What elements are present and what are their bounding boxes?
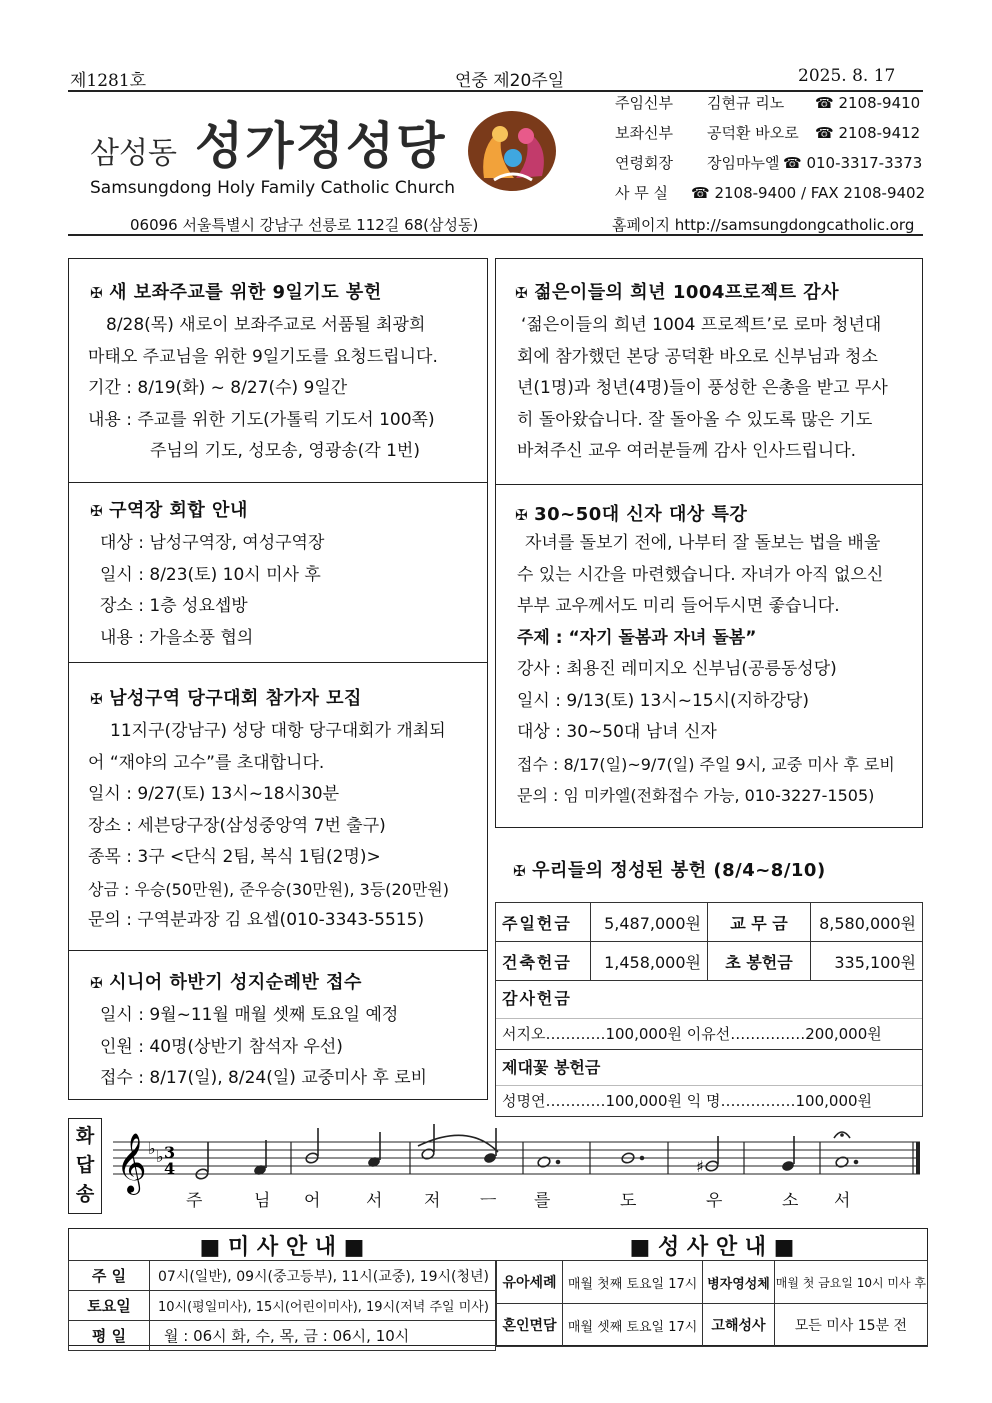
- novena-section: [68, 258, 488, 482]
- section-title: 남성구역 당구대회 참가자 모집: [109, 688, 362, 709]
- table-cell: 8,580,000원: [811, 903, 923, 942]
- table-row: [497, 1261, 928, 1304]
- lecture-section: [495, 484, 923, 828]
- table-row: [496, 1050, 923, 1117]
- table-cell: 고해성사: [703, 1304, 775, 1347]
- church-name-en: Samsungdong Holy Family Catholic Church: [90, 178, 456, 198]
- section-title: 30~50대 신자 대상 특강: [534, 504, 748, 525]
- cross-icon: ✠: [515, 284, 529, 302]
- lyric: 어: [304, 1191, 321, 1211]
- holy-family-logo: [464, 108, 564, 194]
- table-cell: 매월 첫째 토요일 17시: [563, 1261, 703, 1304]
- table-row: [496, 942, 923, 981]
- lyric: 주: [186, 1191, 203, 1211]
- time-sig-bottom: 4: [164, 1159, 176, 1178]
- contact-row: 연령회장 장임마누엘 ☎ 010-3317-3373: [615, 154, 923, 172]
- text-line: 바쳐주신 교우 여러분들께 감사 인사드립니다.: [517, 441, 857, 461]
- offering-heading: [513, 856, 826, 882]
- lyric: 를: [534, 1191, 551, 1211]
- lyric: ㅡ: [480, 1191, 497, 1211]
- table-cell: 토요일: [69, 1291, 150, 1321]
- table-row: [69, 1321, 496, 1351]
- text-line: 인원 : 40명(상반기 참석자 우선): [100, 1036, 343, 1057]
- table-cell: 매월 첫 금요일 10시 미사 후: [774, 1261, 927, 1304]
- lyric: 우: [706, 1191, 723, 1211]
- table-cell: 모든 미사 15분 전: [774, 1304, 927, 1347]
- table-cell: 335,100원: [811, 942, 923, 981]
- cross-icon: ✠: [90, 284, 104, 302]
- lyric: 도: [620, 1191, 637, 1211]
- mass-table: [68, 1260, 496, 1351]
- table-cell: 주 일: [69, 1261, 150, 1291]
- text-line: 대상 : 30~50대 남녀 신자: [517, 722, 717, 742]
- text-line: 종목 : 3구 <단식 2팀, 복식 1팀(2명)>: [88, 847, 381, 867]
- text-line: 대상 : 남성구역장, 여성구역장: [100, 533, 325, 553]
- table-cell: 초 봉헌금: [708, 942, 811, 981]
- table-row: [496, 981, 923, 1050]
- table-cell: 병자영성체: [703, 1261, 775, 1304]
- thanks-line: 서지오…………100,000원 이유선……………200,000원: [502, 1025, 882, 1043]
- flat-icon: ♭: [156, 1147, 164, 1166]
- leaders-section: [68, 482, 488, 662]
- text-line: 문의 : 임 미카엘(전화접수 가능, 010-3227-1505): [517, 786, 875, 805]
- psalm-lyrics: [108, 1186, 923, 1212]
- text-line: 마태오 주교님을 위한 9일기도를 요청드립니다.: [88, 346, 438, 367]
- flower-line: 성명연…………100,000원 익 명……………100,000원: [502, 1092, 873, 1110]
- text-line: 문의 : 구역분과장 김 요셉(010-3343-5515): [88, 910, 425, 930]
- cross-icon: ✠: [513, 862, 527, 880]
- flower-offering: [496, 1050, 923, 1117]
- church-name: 성가정성당: [195, 117, 447, 175]
- cross-icon: ✠: [90, 690, 104, 708]
- header-rule: [68, 234, 923, 236]
- tournament-section: [68, 662, 488, 950]
- table-row: [69, 1291, 496, 1321]
- text-line: 강사 : 최용진 레미지오 신부님(공릉동성당): [517, 659, 837, 679]
- contact-row: 주임신부 김현규 리노 ☎ 2108-9410: [615, 94, 921, 112]
- text-line: 내용 : 가을소풍 협의: [100, 627, 254, 648]
- table-row: [69, 1261, 496, 1291]
- thanks-title: 감사헌금: [496, 982, 922, 1019]
- homepage: 홈페이지 http://samsungdongcatholic.org: [612, 216, 915, 234]
- text-line: 기간 : 8/19(화) ~ 8/27(수) 9일간: [88, 378, 348, 398]
- issue-date: 2025. 8. 17: [798, 66, 896, 86]
- table-cell: 1,458,000원: [591, 942, 708, 981]
- table-row: [497, 1304, 928, 1347]
- thanks-offering: [496, 981, 923, 1050]
- text-line: 8/28(목) 새로이 보좌주교로 서품될 최광희: [106, 315, 426, 335]
- text-line: 일시 : 8/23(토) 10시 미사 후: [100, 564, 321, 585]
- text-line: 접수 : 8/17(일), 8/24(일) 교중미사 후 로비: [100, 1068, 428, 1088]
- text-line: 일시 : 9월~11월 매월 셋째 토요일 예정: [100, 1005, 399, 1025]
- table-cell: 월 : 06시 화, 수, 목, 금 : 06시, 10시: [150, 1321, 496, 1351]
- table-cell: 매월 셋째 토요일 17시: [563, 1304, 703, 1347]
- table-cell: 주일헌금: [496, 903, 591, 942]
- flower-title: 제대꽃 봉헌금: [496, 1051, 922, 1086]
- section-title: 구역장 회합 안내: [109, 500, 248, 521]
- lyric: 저: [424, 1191, 441, 1211]
- text-line: 상금 : 우승(50만원), 준우승(30만원), 3등(20만원): [88, 879, 450, 899]
- flat-icon: ♭: [148, 1139, 156, 1158]
- church-address: 06096 서울특별시 강남구 선릉로 112길 68(삼성동): [130, 216, 479, 234]
- table-cell: 유아세례: [497, 1261, 563, 1304]
- text-line: 일시 : 9/13(토) 13시~15시(지하강당): [517, 690, 809, 711]
- lyric: 소: [782, 1191, 799, 1211]
- contact-row: 보좌신부 공덕환 바오로 ☎ 2108-9412: [615, 124, 921, 142]
- contact-row: 사 무 실 ☎ 2108-9400 / FAX 2108-9402: [615, 184, 926, 202]
- lecture-theme: 주제 : “자기 돌봄과 자녀 돌봄”: [517, 627, 757, 648]
- section-title: 시니어 하반기 성지순례반 접수: [109, 972, 362, 993]
- text-line: 어 “재야의 고수”를 초대합니다.: [88, 752, 325, 773]
- lyric: 서: [834, 1191, 851, 1211]
- section-title: 우리들의 정성된 봉헌 (8/4~8/10): [532, 860, 826, 881]
- text-line: 회에 참가했던 본당 공덕환 바오로 신부님과 청소: [517, 346, 878, 367]
- table-cell: 5,487,000원: [591, 903, 708, 942]
- cross-icon: ✠: [515, 506, 529, 524]
- treble-clef-icon: 𝄞: [116, 1133, 147, 1193]
- mass-title: ■ 미 사 안 내 ■: [199, 1235, 365, 1260]
- text-line: 장소 : 세븐당구장(삼성중앙역 7번 출구): [88, 815, 386, 836]
- table-cell: 교 무 금: [708, 903, 811, 942]
- offering-table: [495, 902, 923, 1117]
- text-line: 주님의 기도, 성모송, 영광송(각 1번): [150, 441, 420, 461]
- text-line: 수 있는 시간을 마련했습니다. 자녀가 아직 없으신: [517, 564, 884, 585]
- text-line: 11지구(강남구) 성당 대항 당구대회가 개최되: [110, 721, 446, 741]
- text-line: 내용 : 주교를 위한 기도(가톨릭 기도서 100쪽): [88, 409, 435, 430]
- table-cell: 혼인면담: [497, 1304, 563, 1347]
- homepage-link[interactable]: http://samsungdongcatholic.org: [674, 216, 915, 234]
- text-line: 자녀를 돌보기 전에, 나부터 잘 돌보는 법을 배울: [525, 533, 881, 553]
- section-title: 새 보좌주교를 위한 9일기도 봉헌: [109, 282, 382, 303]
- lyric: 서: [366, 1191, 383, 1211]
- section-title: 젊은이들의 희년 1004프로젝트 감사: [534, 282, 840, 303]
- sacrament-table: [496, 1260, 928, 1347]
- district-name: 삼성동: [90, 136, 177, 171]
- text-line: ‘젊은이들의 희년 1004 프로젝트’로 로마 청년대: [521, 315, 882, 335]
- psalm-label: 화 답 송: [75, 1125, 95, 1205]
- liturgical-week: 연중 제20주일: [455, 71, 565, 91]
- text-line: 부부 교우께서도 미리 들어두시면 좋습니다.: [517, 596, 840, 616]
- pilgrimage-section: [68, 950, 488, 1100]
- sharp-icon: ♯: [696, 1157, 704, 1176]
- cross-icon: ✠: [90, 974, 104, 992]
- table-row: [496, 903, 923, 942]
- sacrament-title: ■ 성 사 안 내 ■: [629, 1235, 795, 1260]
- lyric: 님: [254, 1191, 271, 1211]
- table-cell: 10시(평일미사), 15시(어린이미사), 19시(저녁 주일 미사): [150, 1291, 496, 1321]
- text-line: 년(1명)과 청년(4명)들이 풍성한 은총을 받고 무사: [517, 378, 888, 398]
- text-line: 일시 : 9/27(토) 13시~18시30분: [88, 784, 340, 804]
- text-line: 접수 : 8/17(일)~9/7(일) 주일 9시, 교중 미사 후 로비: [517, 754, 895, 774]
- youth-section: [495, 258, 923, 484]
- time-sig-top: 3: [164, 1143, 176, 1162]
- issue-number: 제1281호: [70, 71, 147, 91]
- table-cell: 07시(일반), 09시(중고등부), 11시(교중), 19시(청년): [150, 1261, 496, 1291]
- text-line: 히 돌아왔습니다. 잘 돌아올 수 있도록 많은 기도: [517, 409, 873, 430]
- text-line: 장소 : 1층 성요셉방: [100, 596, 248, 616]
- cross-icon: ✠: [90, 502, 104, 520]
- table-cell: 건축헌금: [496, 942, 591, 981]
- contact-list: [615, 88, 925, 208]
- table-cell: 평 일: [69, 1321, 150, 1351]
